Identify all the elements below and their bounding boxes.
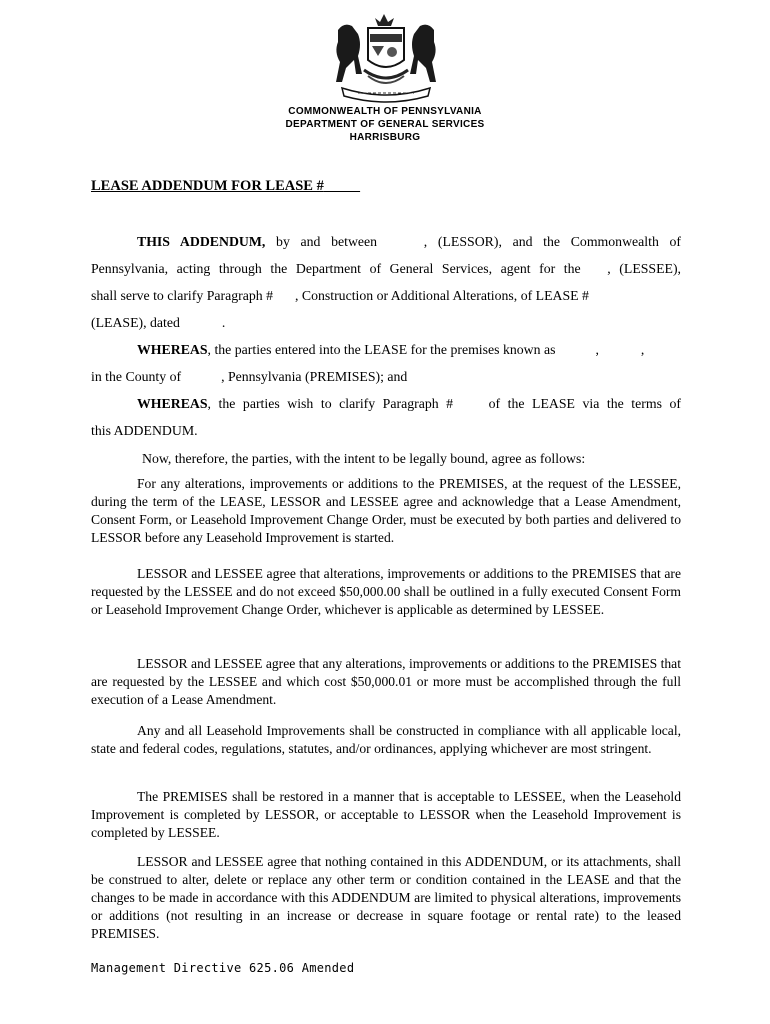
intro-line-3: shall serve to clarify Paragraph # , Construction or Additional Alterations, of LEASE # (91, 288, 589, 303)
paragraph-code-compliance: Any and all Leasehold Improvements shall be constructed in compliance with all applicable local, state and federal codes, regulations, statutes, and/or ordinances, applying whichever are most stringent. (91, 723, 681, 756)
footer-directive: Management Directive 625.06 Amended (91, 961, 355, 975)
paragraph-lease-amendment-threshold: LESSOR and LESSEE agree that any alterations, improvements or additions to the PREMISES that are requested by the LESSEE and which cost $50,000.01 or more must be accomplished through the full execution of a Lease Amendment. (91, 656, 681, 707)
agency-line-commonwealth: COMMONWEALTH OF PENNSYLVANIA (288, 106, 482, 117)
document-title: LEASE ADDENDUM FOR LEASE # (91, 178, 324, 194)
intro-line-2: Pennsylvania, acting through the Department of General Services, agent for the , (LESSEE), (91, 261, 681, 276)
whereas-1-line-2: in the County of , Pennsylvania (PREMISES); and (91, 369, 408, 384)
pennsylvania-seal-icon (328, 12, 444, 104)
whereas-2-line-1: WHEREAS, the parties wish to clarify Paragraph # of the LEASE via the terms of (137, 396, 681, 411)
paragraph-consent-form-threshold: LESSOR and LESSEE agree that alterations, improvements or additions to the PREMISES that are requested by the LESSEE and do not exceed $50,000.00 shall be outlined in a fully executed Consent Form or Leasehold Improvement Change Order, whichever is applicable as determined by LESSEE. (91, 566, 681, 617)
now-therefore-line: Now, therefore, the parties, with the intent to be legally bound, agree as follows: (142, 451, 586, 466)
paragraph-no-alteration-of-terms: LESSOR and LESSEE agree that nothing contained in this ADDENDUM, or its attachments, shall be construed to alter, delete or replace any other term or condition contained in the LEASE and that the changes to be made in accordance with this ADDENDUM are limited to physical alterations, improvements or additions (not resulting in an increase or decrease in square footage or rental rate) to the leased PREMISES. (91, 854, 681, 941)
paragraph-restoration: The PREMISES shall be restored in a manner that is acceptable to LESSEE, when the Leasehold Improvement is completed by LESSOR, or acceptable to LESSOR when the Leasehold Improvement is completed by LESSEE. (91, 789, 681, 840)
whereas-2-line-2: this ADDENDUM. (91, 423, 198, 438)
intro-line-1: THIS ADDENDUM, by and between , (LESSOR), and the Commonwealth of (137, 234, 682, 249)
whereas-1-line-1: WHEREAS, the parties entered into the LEASE for the premises known as , , (137, 342, 645, 357)
agency-line-city: HARRISBURG (349, 132, 421, 143)
paragraph-change-approval: For any alterations, improvements or additions to the PREMISES, at the request of the LESSEE, during the term of the LEASE, LESSOR and LESSEE agree and acknowledge that a Lease Amendment, Consent Form, or Leasehold Improvement Change Order, must be executed by both parties and delivered to LESSOR before any Leasehold Improvement is started. (91, 476, 681, 545)
agency-line-department: DEPARTMENT OF GENERAL SERVICES (285, 119, 485, 130)
intro-line-4: (LEASE), dated . (91, 315, 226, 330)
